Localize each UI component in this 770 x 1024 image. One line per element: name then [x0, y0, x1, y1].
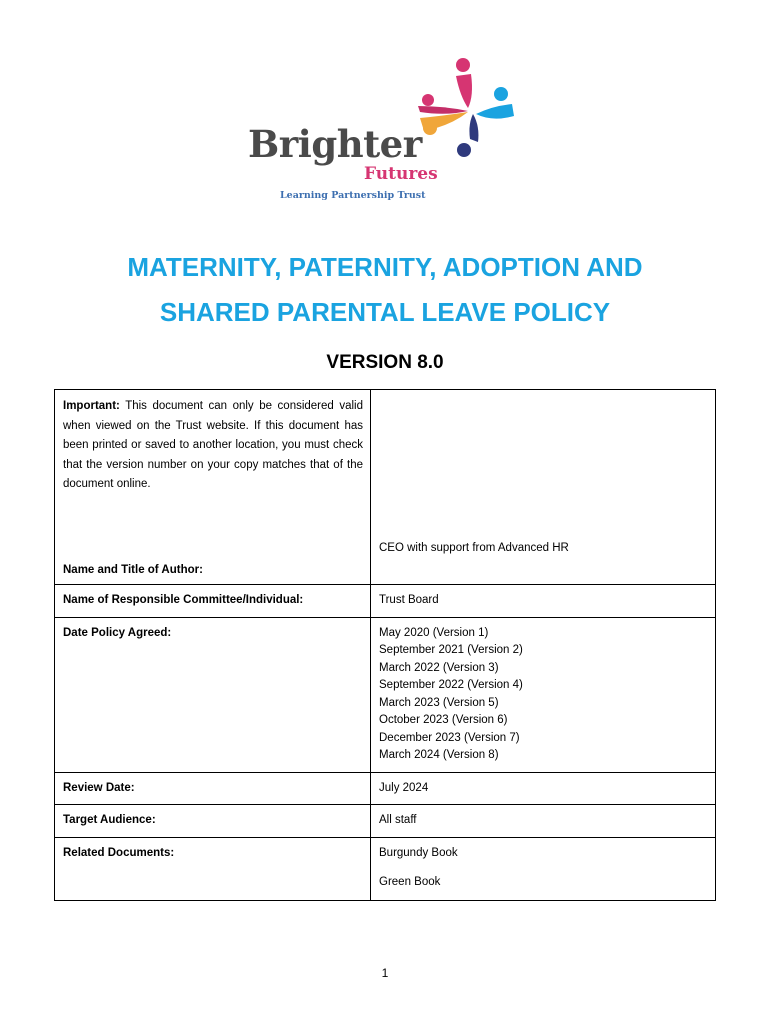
author-value: CEO with support from Advanced HR: [379, 542, 569, 554]
brighter-futures-logo: [248, 52, 528, 212]
date-agreed-item: September 2022 (Version 4): [379, 679, 523, 691]
date-agreed-values: [371, 617, 716, 772]
target-audience-value: All staff: [371, 805, 716, 838]
table-row-committee: [55, 585, 716, 618]
date-agreed-item: December 2023 (Version 7): [379, 731, 520, 744]
table-row-related-documents: [55, 837, 716, 900]
important-notice: [63, 397, 363, 495]
document-title-line-2: SHARED PARENTAL LEAVE POLICY: [159, 297, 611, 327]
table-row-author: [55, 390, 716, 585]
important-label: Important:: [63, 400, 120, 412]
brand-name: Brighter: [248, 122, 422, 166]
version-label: VERSION 8.0: [326, 352, 444, 373]
committee-value: Trust Board: [371, 585, 716, 618]
date-agreed-item: March 2023 (Version 5): [379, 696, 499, 709]
related-document-item: Green Book: [379, 876, 441, 888]
brand-tagline: Learning Partnership Trust: [280, 190, 426, 201]
review-date-value: July 2024: [371, 772, 716, 805]
related-documents-values: [371, 837, 716, 900]
table-row-review-date: [55, 772, 716, 805]
date-agreed-label: Date Policy Agreed:: [55, 617, 371, 772]
date-agreed-item: March 2024 (Version 8): [379, 749, 499, 761]
important-text: This document can only be considered valid when viewed on the Trust website. If this document has been printed or saved to another location, you must check that the version number on your copy matches that of the document online.: [63, 400, 363, 491]
author-value-cell: [371, 390, 716, 585]
related-document-item: Burgundy Book: [379, 846, 458, 859]
related-documents-label: Related Documents:: [55, 837, 371, 900]
target-audience-label: Target Audience:: [55, 805, 371, 838]
table-row-target-audience: [55, 805, 716, 838]
people-logo-icon: [416, 56, 526, 162]
committee-label: Name of Responsible Committee/Individual:: [55, 585, 371, 618]
policy-info-table: [54, 389, 716, 901]
brand-subname: Futures: [364, 164, 438, 184]
author-label-cell: [55, 390, 371, 585]
date-agreed-item: March 2022 (Version 3): [379, 661, 499, 674]
author-label: Name and Title of Author:: [63, 563, 203, 576]
review-date-label: Review Date:: [55, 772, 371, 805]
date-agreed-item: October 2023 (Version 6): [379, 714, 508, 726]
page-number: 1: [381, 966, 389, 980]
table-row-date-agreed: [55, 617, 716, 772]
date-agreed-item: September 2021 (Version 2): [379, 644, 523, 656]
date-agreed-item: May 2020 (Version 1): [379, 626, 489, 639]
document-title-line-1: MATERNITY, PATERNITY, ADOPTION AND: [127, 252, 643, 282]
